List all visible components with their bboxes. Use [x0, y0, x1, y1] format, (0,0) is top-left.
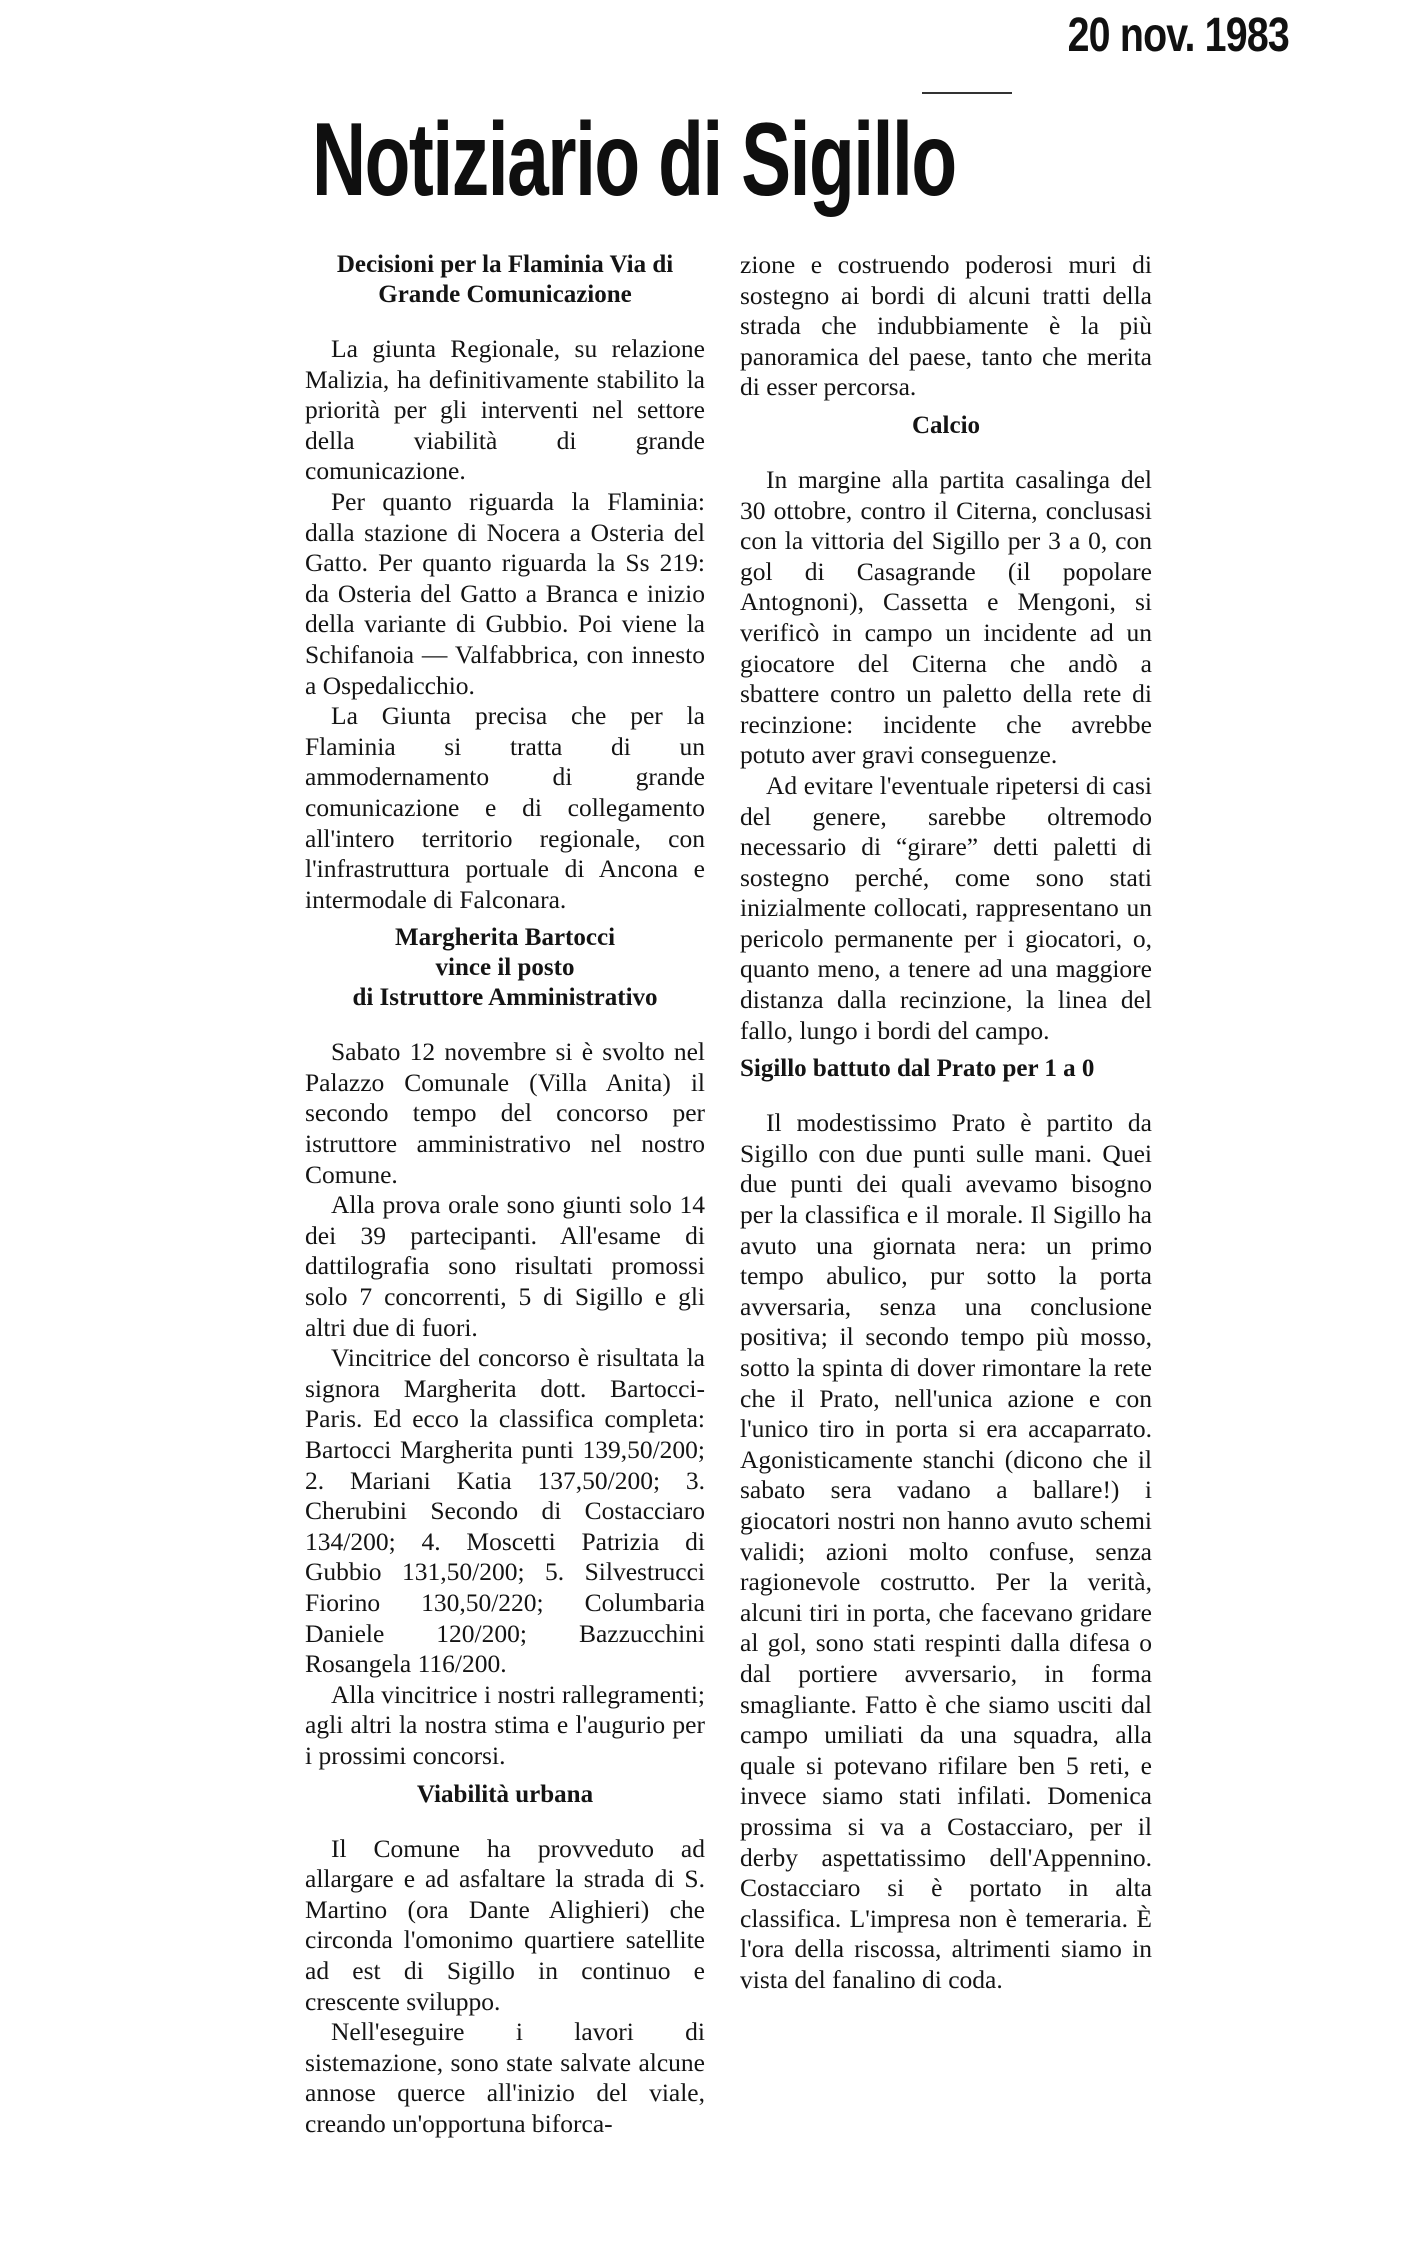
paragraph: In margine alla partita casalinga del 30 ottobre, contro il Citerna, conclusasi con la vittoria del Sigillo per 3 a 0, con gol di Casagrande (il popolare Antognoni), Cassetta e Mengoni, si verificò in campo un incidente ad un giocatore del Citerna che andò a sbattere contro un paletto della rete di recinzione: incidente che avrebbe potuto aver gravi conseguenze.: [740, 464, 1152, 770]
article-title-flaminia: [305, 250, 705, 310]
paragraph: Ad evitare l'eventuale ripetersi di casi del genere, sarebbe oltremodo necessario di “girare” detti paletti di sostegno perché, come sono stati inizialmente collocati, rappresentano un pericolo permanente per i giocatori, o, quanto meno, a tenere ad una maggiore distanza dalla recinzione, la linea del fallo, lungo i bordi del campo.: [740, 770, 1152, 1045]
paragraph: Per quanto riguarda la Flaminia: dalla stazione di Nocera a Osteria del Gatto. Per quanto riguarda la Ss 219: da Osteria del Gatto a Branca e inizio della variante di Gubbio. Poi viene la Schifanoia — Valfabbrica, con innesto a Ospedalicchio.: [305, 486, 705, 700]
paragraph: Il Comune ha provveduto ad allargare e ad asfaltare la strada di S. Martino (ora Dante Alighieri) che circonda l'omonimo quartiere satellite ad est di Sigillo in continuo e crescente sviluppo.: [305, 1833, 705, 2016]
paragraph: Vincitrice del concorso è risultata la signora Margherita dott. Bartocci-Paris. Ed ecco la classifica completa: Bartocci Margherita punti 139,50/200; 2. Mariani Katia 137,50/200; 3. Cherubini Secondo di Costacciaro 134/200; 4. Moscetti Patrizia di Gubbio 131,50/200; 5. Silvestrucci Fiorino 130,50/220; Columbaria Daniele 120/200; Bazzucchini Rosangela 116/200.: [305, 1343, 705, 1679]
paragraph-continued: zione e costruendo poderosi muri di sostegno ai bordi di alcuni tratti della strada che indubbiamente è la più panoramica del paese, tanto che merita di esser percorsa.: [740, 250, 1152, 402]
paragraph: Sabato 12 novembre si è svolto nel Palazzo Comunale (Villa Anita) il secondo tempo del concorso per istruttore amministrativo nel nostro Comune.: [305, 1037, 705, 1189]
decorative-rule: [922, 92, 1012, 94]
article-title-calcio: [740, 411, 1152, 441]
paragraph: La giunta Regionale, su relazione Malizia, ha definitivamente stabilito la priorità per gli interventi nel settore della viabilità di grande comunicazione.: [305, 334, 705, 486]
title-line: vince il posto: [435, 954, 575, 982]
title-line: Sigillo battuto dal Prato per 1 a 0: [740, 1055, 1095, 1083]
article-title-viabilita: [305, 1780, 705, 1810]
title-line: di Istruttore Amministrativo: [352, 984, 658, 1012]
paragraph: Nell'eseguire i lavori di sistemazione, sono state salvate alcune annose querce all'inizio del viale, creando un'opportuna biforca-: [305, 2017, 705, 2138]
title-line: Margherita Bartocci: [394, 924, 616, 952]
title-line: Viabilità urbana: [416, 1780, 594, 1808]
paragraph: La Giunta precisa che per la Flaminia si tratta di un ammodernamento di grande comunicazione e di collegamento all'intero territorio regionale, con l'infrastruttura portuale di Ancona e intermodale di Falconara.: [305, 701, 705, 914]
paragraph: Alla vincitrice i nostri rallegramenti; agli altri la nostra stima e l'augurio per i prossimi concorsi.: [305, 1679, 705, 1770]
clipping-date: 20 nov. 1983: [1067, 9, 1289, 62]
paragraph: Il modestissimo Prato è partito da Sigillo con due punti sulle mani. Quei due punti dei quali avevamo bisogno per la classifica e il morale. Il Sigillo ha avuto una giornata nera: un primo tempo abulico, pur sotto la porta avversaria, senza una conclusione positiva; il secondo tempo più mosso, sotto la spinta di dover rimontare la rete che il Prato, nell'unica azione e con l'unico tiro in porta si era accaparrato. Agonisticamente stanchi (dicono che il sabato sera vadano a ballare!) i giocatori nostri non hanno avuto schemi validi; azioni molto confuse, senza ragionevole costrutto. Per la verità, alcuni tiri in porta, che facevano gridare al gol, sono stati respinti dalla difesa o dal portiere avversario, in forma smagliante. Fatto è che siamo usciti dal campo umiliati da una squadra, alla quale si potevano rifilare ben 5 reti, e invece siamo stati infilati. Domenica prossima si va a Costacciaro, per il derby aspettatissimo dell'Appennino. Costacciaro si è portato in alta classifica. L'impresa non è temeraria. È l'ora della riscossa, altrimenti siamo in vista del fanalino di coda.: [740, 1108, 1152, 1994]
title-line: Decisioni per la Flaminia Via di: [336, 251, 674, 278]
article-title-bartocci: [305, 923, 705, 1013]
masthead-title: Notiziario di Sigillo: [312, 102, 956, 218]
article-title-prato: [740, 1054, 1152, 1084]
left-column: [305, 250, 705, 2139]
title-line: Grande Comunicazione: [378, 281, 632, 308]
right-column: [740, 250, 1152, 1995]
title-line: Calcio: [911, 411, 981, 439]
paragraph: Alla prova orale sono giunti solo 14 dei 39 partecipanti. All'esame di dattilografia sono risultati promossi solo 7 concorrenti, 5 di Sigillo e gli altri due di fuori.: [305, 1190, 705, 1342]
